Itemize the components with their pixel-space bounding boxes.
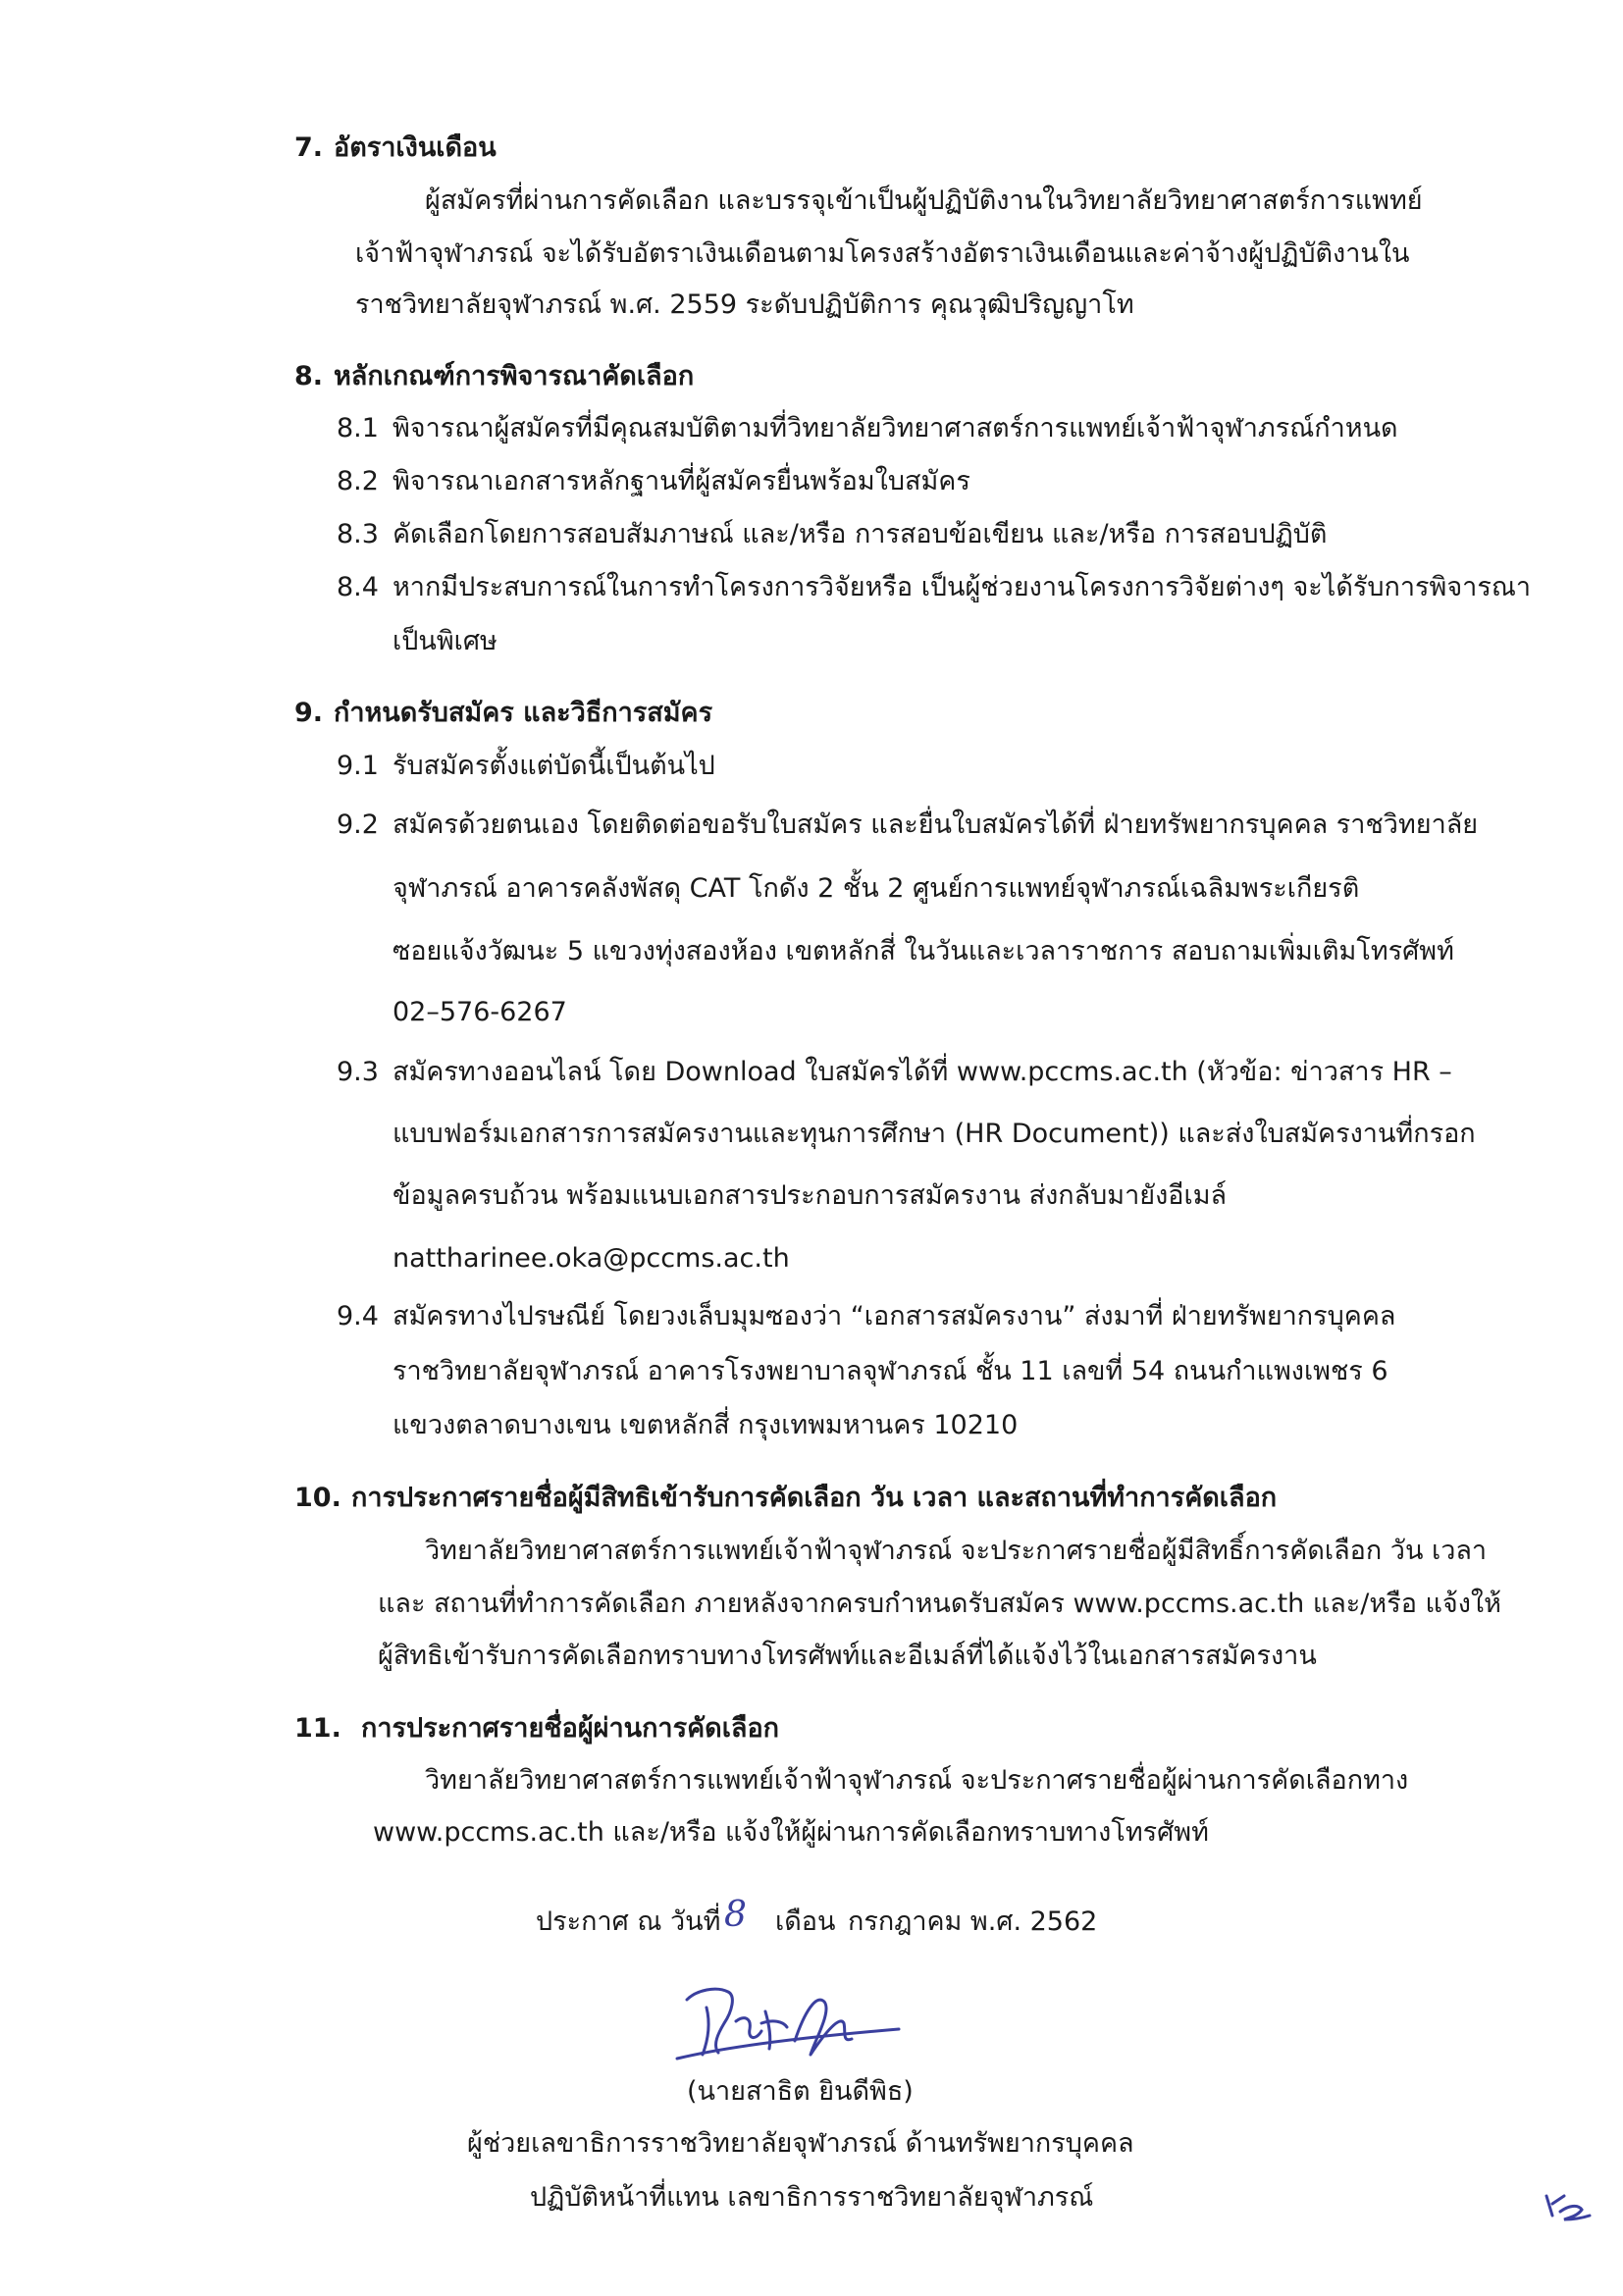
section-10-number: 10. xyxy=(294,1483,341,1513)
section-9-number: 9. xyxy=(294,698,324,728)
signature-image xyxy=(667,1972,922,2080)
item-9-1-text: รับสมัครตั้งแต่บัดนี้เป็นต้นไป xyxy=(393,751,715,781)
signatory-name: (นายสาธิต ยินดีพิธ) xyxy=(687,2076,914,2107)
section-8-number: 8. xyxy=(294,361,324,391)
section-10-line-2: และ สถานที่ทำการคัดเลือก ภายหลังจากครบกำหนดรับสมัคร www.pccms.ac.th และ/หรือ แจ้งให้ xyxy=(378,1589,1501,1619)
announcement-day-handwritten: 8 xyxy=(724,1895,747,1935)
announcement-prefix: ประกาศ ณ วันที่ xyxy=(536,1906,721,1937)
handwritten-page-mark-icon xyxy=(1539,2188,1597,2227)
section-7-line-3: ราชวิทยาลัยจุฬาภรณ์ พ.ศ. 2559 ระดับปฏิบัติการ คุณวุฒิปริญญาโท xyxy=(355,289,1134,320)
item-8-2-number: 8.2 xyxy=(337,466,379,496)
item-9-3-number: 9.3 xyxy=(337,1057,379,1087)
section-8-title: หลักเกณฑ์การพิจารณาคัดเลือก xyxy=(334,361,695,391)
item-8-3-number: 8.3 xyxy=(337,519,379,549)
item-9-2-number: 9.2 xyxy=(337,809,379,840)
item-8-1-number: 8.1 xyxy=(337,413,379,444)
item-8-3-text: คัดเลือกโดยการสอบสัมภาษณ์ และ/หรือ การสอบข้อเขียน และ/หรือ การสอบปฏิบัติ xyxy=(393,519,1328,549)
item-9-3-email: nattharinee.oka@pccms.ac.th xyxy=(393,1243,790,1274)
signatory-position-1: ผู้ช่วยเลขาธิการราชวิทยาลัยจุฬาภรณ์ ด้านทรัพยากรบุคคล xyxy=(467,2128,1134,2159)
item-9-4-line-1: สมัครทางไปรษณีย์ โดยวงเล็บมุมซองว่า “เอกสารสมัครงาน” ส่งมาที่ ฝ่ายทรัพยากรบุคคล xyxy=(393,1301,1396,1331)
item-9-1-number: 9.1 xyxy=(337,751,379,781)
item-9-3-line-1: สมัครทางออนไลน์ โดย Download ใบสมัครได้ที่ www.pccms.ac.th (หัวข้อ: ข่าวสาร HR – xyxy=(393,1057,1452,1087)
signatory-position-2: ปฏิบัติหน้าที่แทน เลขาธิการราชวิทยาลัยจุฬาภรณ์ xyxy=(530,2182,1094,2213)
section-11-title: การประกาศรายชื่อผู้ผ่านการคัดเลือก xyxy=(361,1713,780,1744)
item-9-2-line-3: ซอยแจ้งวัฒนะ 5 แขวงทุ่งสองห้อง เขตหลักสี่ ในวันและเวลาราชการ สอบถามเพิ่มเติมโทรศัพท์ xyxy=(393,936,1454,966)
item-9-2-line-1: สมัครด้วยตนเอง โดยติดต่อขอรับใบสมัคร และยื่นใบสมัครได้ที่ ฝ่ายทรัพยากรบุคคล ราชวิทยาลัย xyxy=(393,809,1479,840)
item-9-3-line-2: แบบฟอร์มเอกสารการสมัครงานและทุนการศึกษา (HR Document)) และส่งใบสมัครงานที่กรอก xyxy=(393,1119,1476,1149)
item-8-4-continued: เป็นพิเศษ xyxy=(393,626,497,656)
announcement-month-year: กรกฎาคม พ.ศ. 2562 xyxy=(848,1906,1098,1937)
section-11-line-1: วิทยาลัยวิทยาศาสตร์การแพทย์เจ้าฟ้าจุฬาภรณ์ จะประกาศรายชื่อผู้ผ่านการคัดเลือกทาง xyxy=(425,1765,1409,1796)
item-9-4-line-2: ราชวิทยาลัยจุฬาภรณ์ อาคารโรงพยาบาลจุฬาภรณ์ ชั้น 11 เลขที่ 54 ถนนกำแพงเพชร 6 xyxy=(393,1356,1388,1386)
section-7-number: 7. xyxy=(294,132,324,163)
item-8-4-text: หากมีประสบการณ์ในการทำโครงการวิจัยหรือ เป็นผู้ช่วยงานโครงการวิจัยต่างๆ จะได้รับการพิจารณา xyxy=(393,572,1532,602)
item-9-2-line-2: จุฬาภรณ์ อาคารคลังพัสดุ CAT โกดัง 2 ชั้น 2 ศูนย์การแพทย์จุฬาภรณ์เฉลิมพระเกียรติ xyxy=(393,873,1360,904)
item-8-1-text: พิจารณาผู้สมัครที่มีคุณสมบัติตามที่วิทยาลัยวิทยาศาสตร์การแพทย์เจ้าฟ้าจุฬาภรณ์กำหนด xyxy=(393,413,1398,444)
item-8-4-number: 8.4 xyxy=(337,572,379,602)
section-9-title: กำหนดรับสมัคร และวิธีการสมัคร xyxy=(334,698,713,728)
section-7-line-1: ผู้สมัครที่ผ่านการคัดเลือก และบรรจุเข้าเป็นผู้ปฏิบัติงานในวิทยาลัยวิทยาศาสตร์การแพทย์ xyxy=(425,185,1423,216)
section-10-title: การประกาศรายชื่อผู้มีสิทธิเข้ารับการคัดเลือก วัน เวลา และสถานที่ทำการคัดเลือก xyxy=(351,1483,1278,1513)
item-8-2-text: พิจารณาเอกสารหลักฐานที่ผู้สมัครยื่นพร้อมใบสมัคร xyxy=(393,466,970,496)
item-9-2-phone: 02–576-6267 xyxy=(393,997,567,1027)
section-7-line-2: เจ้าฟ้าจุฬาภรณ์ จะได้รับอัตราเงินเดือนตามโครงสร้างอัตราเงินเดือนและค่าจ้างผู้ปฏิบัติงานใน xyxy=(355,238,1410,269)
section-11-number: 11. xyxy=(294,1713,341,1744)
item-9-3-line-3: ข้อมูลครบถ้วน พร้อมแนบเอกสารประกอบการสมัครงาน ส่งกลับมายังอีเมล์ xyxy=(393,1180,1228,1211)
section-10-line-1: วิทยาลัยวิทยาศาสตร์การแพทย์เจ้าฟ้าจุฬาภรณ์ จะประกาศรายชื่อผู้มีสิทธิ์การคัดเลือก วัน เวลา xyxy=(425,1536,1488,1566)
section-7-title: อัตราเงินเดือน xyxy=(334,132,497,163)
section-10-line-3: ผู้สิทธิเข้ารับการคัดเลือกทราบทางโทรศัพท์และอีเมล์ที่ได้แจ้งไว้ในเอกสารสมัครงาน xyxy=(378,1641,1317,1671)
section-11-line-2: www.pccms.ac.th และ/หรือ แจ้งให้ผู้ผ่านการคัดเลือกทราบทางโทรศัพท์ xyxy=(373,1817,1209,1848)
announcement-month-label: เดือน xyxy=(775,1906,836,1937)
item-9-4-number: 9.4 xyxy=(337,1301,379,1331)
item-9-4-line-3: แขวงตลาดบางเขน เขตหลักสี่ กรุงเทพมหานคร 10210 xyxy=(393,1410,1019,1440)
